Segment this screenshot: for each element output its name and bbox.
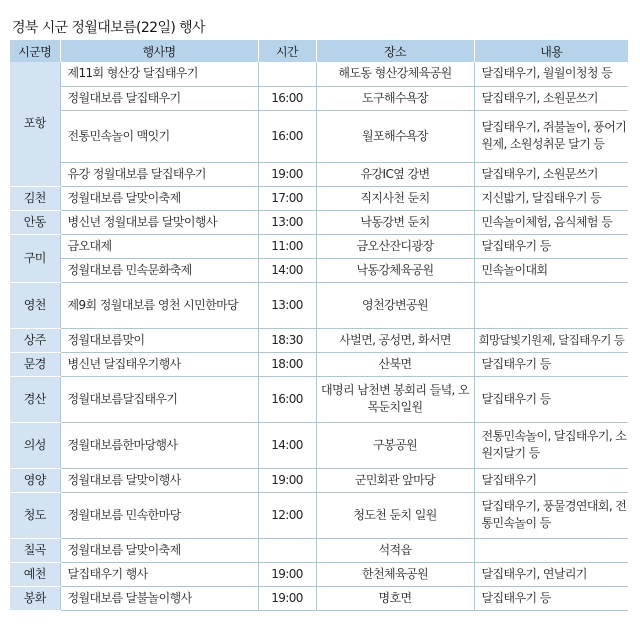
- time-cell: 16:00: [258, 110, 316, 162]
- place-cell: 대명리 남천변 봉회리 들녘, 오목둔치일원: [316, 376, 474, 422]
- place-cell: 구봉공원: [316, 422, 474, 468]
- content-cell: 달집태우기, 소원문쓰기: [474, 162, 628, 186]
- table-row: [10, 376, 628, 422]
- event-cell: 병신년 정월대보름 달맞이행사: [60, 210, 258, 234]
- table-row: [10, 328, 628, 352]
- time-cell: 16:00: [258, 86, 316, 110]
- content-cell: 달집태우기, 월월이청청 등: [474, 62, 628, 86]
- city-cell: 봉화: [10, 586, 60, 610]
- event-cell: 정월대보름 민속한마당: [60, 492, 258, 538]
- content-cell: 민속놀이체험, 음식체험 등: [474, 210, 628, 234]
- table-row: [10, 282, 628, 328]
- place-cell: 명호면: [316, 586, 474, 610]
- place-cell: 낙동강체육공원: [316, 258, 474, 282]
- place-cell: 월포해수욕장: [316, 110, 474, 162]
- city-cell: 칠곡: [10, 538, 60, 562]
- city-cell: 김천: [10, 186, 60, 210]
- content-cell: 달집태우기: [474, 468, 628, 492]
- table-row: [10, 258, 628, 282]
- event-cell: 정월대보름 달집태우기: [60, 86, 258, 110]
- time-cell: 19:00: [258, 562, 316, 586]
- event-cell: 정월대보름 달맞이축제: [60, 538, 258, 562]
- event-cell: 정월대보름맞이: [60, 328, 258, 352]
- place-cell: 석적읍: [316, 538, 474, 562]
- table-header-row: [10, 40, 628, 62]
- time-cell: 16:00: [258, 376, 316, 422]
- header-content: 내용: [474, 40, 628, 62]
- time-cell: 17:00: [258, 186, 316, 210]
- city-cell: 경산: [10, 376, 60, 422]
- content-cell: 달집태우기, 연날리기: [474, 562, 628, 586]
- event-cell: 전통민속놀이 맥잇기: [60, 110, 258, 162]
- time-cell: 18:00: [258, 352, 316, 376]
- place-cell: 금오산잔디광장: [316, 234, 474, 258]
- content-cell: 달집태우기, 쥐불놀이, 풍어기원제, 소원성취문 달기 등: [474, 110, 628, 162]
- content-cell: 달집태우기 등: [474, 586, 628, 610]
- header-place: 장소: [316, 40, 474, 62]
- page-title: 경북 시군 정월대보름(22일) 행사: [12, 20, 205, 36]
- header-event: 행사명: [60, 40, 258, 62]
- time-cell: 18:30: [258, 328, 316, 352]
- table-row: [10, 86, 628, 110]
- table-row: [10, 234, 628, 258]
- header-time: 시간: [258, 40, 316, 62]
- time-cell: 14:00: [258, 258, 316, 282]
- place-cell: 낙동강변 둔치: [316, 210, 474, 234]
- place-cell: 영천강변공원: [316, 282, 474, 328]
- content-cell: 민속놀이대회: [474, 258, 628, 282]
- table-row: [10, 562, 628, 586]
- place-cell: 한천체육공원: [316, 562, 474, 586]
- content-cell: [474, 282, 628, 328]
- event-cell: 제9회 정월대보름 영천 시민한마당: [60, 282, 258, 328]
- content-cell: 전통민속놀이, 달집태우기, 소원지달기 등: [474, 422, 628, 468]
- content-cell: 달집태우기, 소원문쓰기: [474, 86, 628, 110]
- time-cell: 19:00: [258, 468, 316, 492]
- city-cell: 안동: [10, 210, 60, 234]
- event-cell: 금오대제: [60, 234, 258, 258]
- event-cell: 유강 정월대보름 달집태우기: [60, 162, 258, 186]
- content-cell: 달집태우기, 풍물경연대회, 전통민속놀이 등: [474, 492, 628, 538]
- event-cell: 정월대보름한마당행사: [60, 422, 258, 468]
- document: [10, 0, 628, 611]
- time-cell: 19:00: [258, 162, 316, 186]
- city-cell: 의성: [10, 422, 60, 468]
- time-cell: 14:00: [258, 422, 316, 468]
- city-cell: 포항: [10, 62, 60, 186]
- table-row: [10, 492, 628, 538]
- time-cell: [258, 538, 316, 562]
- city-cell: 상주: [10, 328, 60, 352]
- time-cell: 11:00: [258, 234, 316, 258]
- time-cell: 13:00: [258, 210, 316, 234]
- events-table: [10, 40, 628, 611]
- city-cell: 영천: [10, 282, 60, 328]
- event-cell: 정월대보름 달맞이축제: [60, 186, 258, 210]
- event-cell: 달집태우기 행사: [60, 562, 258, 586]
- city-cell: 구미: [10, 234, 60, 282]
- place-cell: 해도동 형산강체육공원: [316, 62, 474, 86]
- place-cell: 도구해수욕장: [316, 86, 474, 110]
- content-cell: [474, 538, 628, 562]
- event-cell: 병신년 달집태우기행사: [60, 352, 258, 376]
- table-row: [10, 186, 628, 210]
- event-cell: 정월대보름 달맞이행사: [60, 468, 258, 492]
- event-cell: 정월대보름 달불놀이행사: [60, 586, 258, 610]
- city-cell: 문경: [10, 352, 60, 376]
- event-cell: 정월대보름 민속문화축제: [60, 258, 258, 282]
- place-cell: 청도천 둔치 일원: [316, 492, 474, 538]
- city-cell: 청도: [10, 492, 60, 538]
- table-row: [10, 586, 628, 610]
- content-cell: 희망달빛기원제, 달집태우기 등: [474, 328, 628, 352]
- place-cell: 산북면: [316, 352, 474, 376]
- table-row: [10, 210, 628, 234]
- place-cell: 사벌면, 공성면, 화서면: [316, 328, 474, 352]
- content-cell: 달집태우기 등: [474, 234, 628, 258]
- content-cell: 지신밟기, 달집태우기 등: [474, 186, 628, 210]
- table-row: [10, 110, 628, 162]
- city-cell: 영양: [10, 468, 60, 492]
- event-cell: 정월대보름달집태우기: [60, 376, 258, 422]
- time-cell: 13:00: [258, 282, 316, 328]
- place-cell: 직지사천 둔치: [316, 186, 474, 210]
- table-row: [10, 162, 628, 186]
- table-row: [10, 468, 628, 492]
- table-row: [10, 422, 628, 468]
- table-row: [10, 62, 628, 86]
- content-cell: 달집태우기 등: [474, 352, 628, 376]
- place-cell: 유강IC옆 강변: [316, 162, 474, 186]
- city-cell: 예천: [10, 562, 60, 586]
- table-row: [10, 352, 628, 376]
- header-city: 시군명: [10, 40, 60, 62]
- place-cell: 군민회관 앞마당: [316, 468, 474, 492]
- time-cell: 12:00: [258, 492, 316, 538]
- time-cell: [258, 62, 316, 86]
- event-cell: 제11회 형산강 달집태우기: [60, 62, 258, 86]
- time-cell: 19:00: [258, 586, 316, 610]
- table-row: [10, 538, 628, 562]
- content-cell: 달집태우기 등: [474, 376, 628, 422]
